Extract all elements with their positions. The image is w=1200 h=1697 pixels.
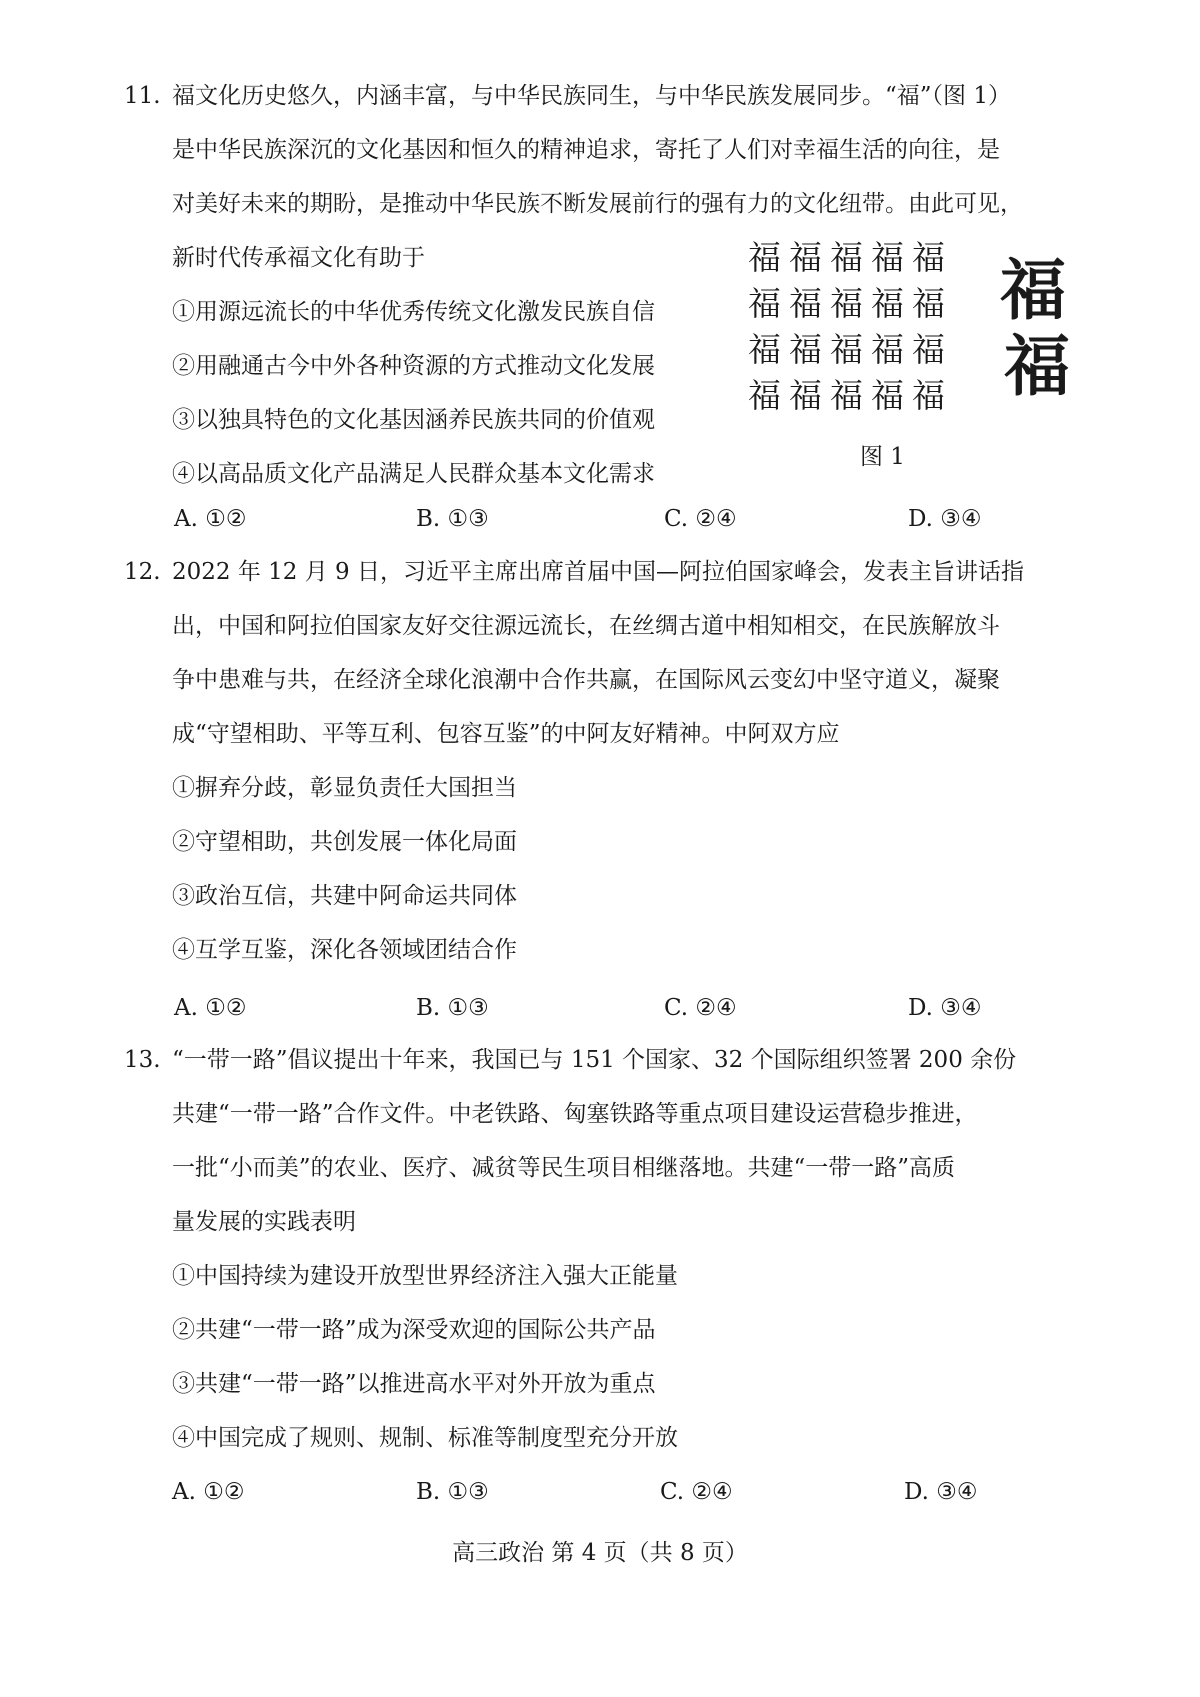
question-11-line-2: 是中华民族深沉的文化基因和恒久的精神追求，寄托了人们对幸福生活的向往，是 — [172, 137, 1000, 163]
question-12-option-c: C. ②④ — [664, 995, 737, 1021]
figure-1-caption: 图 1 — [860, 444, 905, 470]
question-13-number: 13. — [124, 1047, 161, 1073]
question-12-statement-2: ②守望相助，共创发展一体化局面 — [172, 829, 517, 855]
question-11-number: 11. — [124, 83, 161, 109]
question-13-option-d: D. ③④ — [904, 1479, 978, 1505]
question-12-line-1: 2022 年 12 月 9 日，习近平主席出席首届中国—阿拉伯国家峰会，发表主旨讲话指 — [172, 559, 1024, 585]
question-13-statement-2: ②共建“一带一路”成为深受欢迎的国际公共产品 — [172, 1317, 656, 1343]
question-11-option-d: D. ③④ — [908, 506, 982, 532]
fu-row-1: 福福福福福 — [748, 238, 953, 277]
fu-big-1: 福 — [1000, 252, 1066, 329]
fu-row-2: 福福福福福 — [748, 284, 953, 323]
question-12-option-d: D. ③④ — [908, 995, 982, 1021]
question-13-option-c: C. ②④ — [660, 1479, 733, 1505]
question-13-option-a: A. ①② — [172, 1479, 245, 1505]
question-11-statement-2: ②用融通古今中外各种资源的方式推动文化发展 — [172, 353, 655, 379]
question-13-statement-3: ③共建“一带一路”以推进高水平对外开放为重点 — [172, 1371, 656, 1397]
question-13-statement-4: ④中国完成了规则、规制、标准等制度型充分开放 — [172, 1425, 678, 1451]
question-13-line-1: “一带一路”倡议提出十年来，我国已与 151 个国家、32 个国际组织签署 200 余份 — [172, 1047, 1017, 1073]
fu-row-3: 福福福福福 — [748, 330, 953, 369]
question-11-option-a: A. ①② — [174, 506, 247, 532]
question-13-line-3: 一批“小而美”的农业、医疗、减贫等民生项目相继落地。共建“一带一路”高质 — [172, 1155, 956, 1181]
question-12-line-3: 争中患难与共，在经济全球化浪潮中合作共赢，在国际风云变幻中坚守道义，凝聚 — [172, 667, 1000, 693]
question-12-option-b: B. ①③ — [416, 995, 489, 1021]
question-12-statement-3: ③政治互信，共建中阿命运共同体 — [172, 883, 517, 909]
question-11-statement-4: ④以高品质文化产品满足人民群众基本文化需求 — [172, 461, 655, 487]
question-11-statement-3: ③以独具特色的文化基因涵养民族共同的价值观 — [172, 407, 655, 433]
question-13-option-b: B. ①③ — [416, 1479, 489, 1505]
question-13-statement-1: ①中国持续为建设开放型世界经济注入强大正能量 — [172, 1263, 678, 1289]
page-footer: 高三政治 第 4 页（共 8 页） — [452, 1540, 748, 1566]
figure-1-fu-calligraphy — [748, 238, 1078, 418]
question-13-line-2: 共建“一带一路”合作文件。中老铁路、匈塞铁路等重点项目建设运营稳步推进， — [172, 1101, 978, 1127]
question-12-line-4: 成“守望相助、平等互利、包容互鉴”的中阿友好精神。中阿双方应 — [172, 721, 840, 747]
question-12-option-a: A. ①② — [174, 995, 247, 1021]
question-11-line-4: 新时代传承福文化有助于 — [172, 245, 425, 271]
question-12-statement-1: ①摒弃分歧，彰显负责任大国担当 — [172, 775, 517, 801]
question-11-option-b: B. ①③ — [416, 506, 489, 532]
question-12-statement-4: ④互学互鉴，深化各领域团结合作 — [172, 937, 517, 963]
fu-row-4: 福福福福福 — [748, 376, 953, 415]
question-12-number: 12. — [124, 559, 161, 585]
fu-big-2: 福 — [1004, 328, 1070, 405]
question-11-line-3: 对美好未来的期盼，是推动中华民族不断发展前行的强有力的文化纽带。由此可见， — [172, 191, 1023, 217]
question-11-option-c: C. ②④ — [664, 506, 737, 532]
question-13-line-4: 量发展的实践表明 — [172, 1209, 356, 1235]
question-11-statement-1: ①用源远流长的中华优秀传统文化激发民族自信 — [172, 299, 655, 325]
question-12-line-2: 出，中国和阿拉伯国家友好交往源远流长，在丝绸古道中相知相交，在民族解放斗 — [172, 613, 1000, 639]
question-11-line-1: 福文化历史悠久，内涵丰富，与中华民族同生，与中华民族发展同步。“福”（图 1） — [172, 83, 1011, 109]
